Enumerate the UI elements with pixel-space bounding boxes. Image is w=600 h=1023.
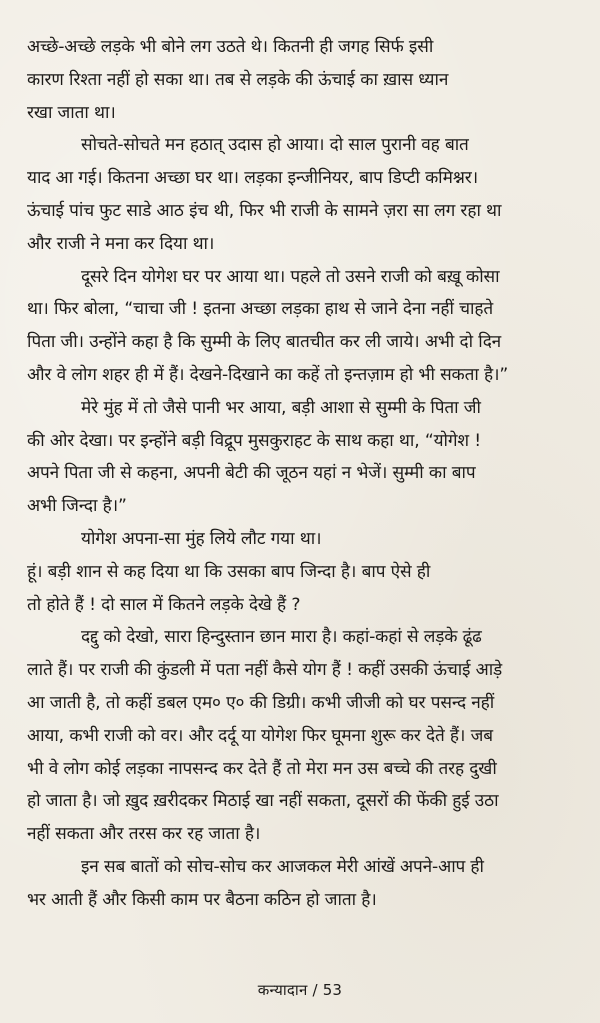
page-body-text: [27, 31, 579, 917]
text-line: अभी जिन्दा है।”: [27, 496, 127, 517]
text-line: नहीं सकता और तरस कर रह जाता है।: [27, 824, 261, 845]
text-line: दूसरे दिन योगेश घर पर आया था। पहले तो उसने राजी को बख़ू कोसा: [81, 266, 500, 287]
text-line: तो होते हैं ! दो साल में कितने लड़के देखे हैं ?: [27, 594, 301, 615]
text-line: पिता जी। उन्होंने कहा है कि सुम्मी के लिए बातचीत कर ली जाये। अभी दो दिन: [27, 332, 502, 353]
text-line: भी वे लोग कोई लड़का नापसन्द कर देते हैं तो मेरा मन उस बच्चे की तरह दुखी: [27, 758, 497, 779]
text-line: हूं। बड़ी शान से कह दिया था कि उसका बाप जिन्दा है। बाप ऐसे ही: [27, 561, 431, 582]
text-line: रखा जाता था।: [27, 102, 116, 123]
text-line: अच्छे-अच्छे लड़के भी बोने लग उठते थे। कितनी ही जगह सिर्फ इसी: [27, 37, 434, 57]
text-line: आ जाती है, तो कहीं डबल एम० ए० की डिग्री। कभी जीजी को घर पसन्द नहीं: [27, 692, 495, 713]
text-line: दद्दु को देखो, सारा हिन्दुस्तान छान मारा है। कहां-कहां से लड़के ढूंढ: [81, 627, 482, 648]
text-line: अपने पिता जी से कहना, अपनी बेटी की जूठन यहां न भेजें। सुम्मी का बाप: [27, 463, 476, 484]
text-line: लाते हैं। पर राजी की कुंडली में पता नहीं कैसे योग हैं ! कहीं उसकी ऊंचाई आड़े: [27, 660, 503, 681]
text-line: सोचते-सोचते मन हठात् उदास हो आया। दो साल पुरानी वह बात: [81, 135, 469, 156]
text-line: इन सब बातों को सोच-सोच कर आजकल मेरी आंखें अपने-आप ही: [81, 856, 484, 877]
text-line: था। फिर बोला, “चाचा जी ! इतना अच्छा लड़का हाथ से जाने देना नहीं चाहते: [27, 299, 493, 320]
text-line: योगेश अपना-सा मुंह लिये लौट गया था।: [81, 528, 322, 549]
text-line: ऊंचाई पांच फुट साडे आठ इंच थी, फिर भी राजी के सामने ज़रा सा लग रहा था: [27, 200, 502, 221]
text-line: मेरे मुंह में तो जैसे पानी भर आया, बड़ी आशा से सुम्मी के पिता जी: [81, 397, 481, 418]
text-line: याद आ गई। कितना अच्छा घर था। लड़का इन्जीनियर, बाप डिप्टी कमिश्नर।: [27, 168, 478, 189]
text-line: और राजी ने मना कर दिया था।: [27, 233, 215, 254]
text-line: की ओर देखा। पर इन्होंने बड़ी विद्रूप मुसकुराहट के साथ कहा था, “योगेश !: [27, 430, 481, 451]
text-line: भर आती हैं और किसी काम पर बैठना कठिन हो जाता है।: [27, 889, 377, 910]
text-line: हो जाता है। जो ख़ुद ख़रीदकर मिठाई खा नहीं सकता, दूसरों की फेंकी हुई उठा: [27, 791, 499, 812]
text-line: आया, कभी राजी को वर। और दर्दू या योगेश फिर घूमना शुरू कर देते हैं। जब: [27, 725, 493, 746]
text-line: कारण रिश्ता नहीं हो सका था। तब से लड़के की ऊंचाई का ख़ास ध्यान: [27, 69, 449, 90]
text-line: और वे लोग शहर ही में हैं। देखने-दिखाने का कहें तो इन्तज़ाम हो भी सकता है।”: [27, 364, 509, 385]
page-footer: कन्यादान / 53: [257, 981, 343, 999]
